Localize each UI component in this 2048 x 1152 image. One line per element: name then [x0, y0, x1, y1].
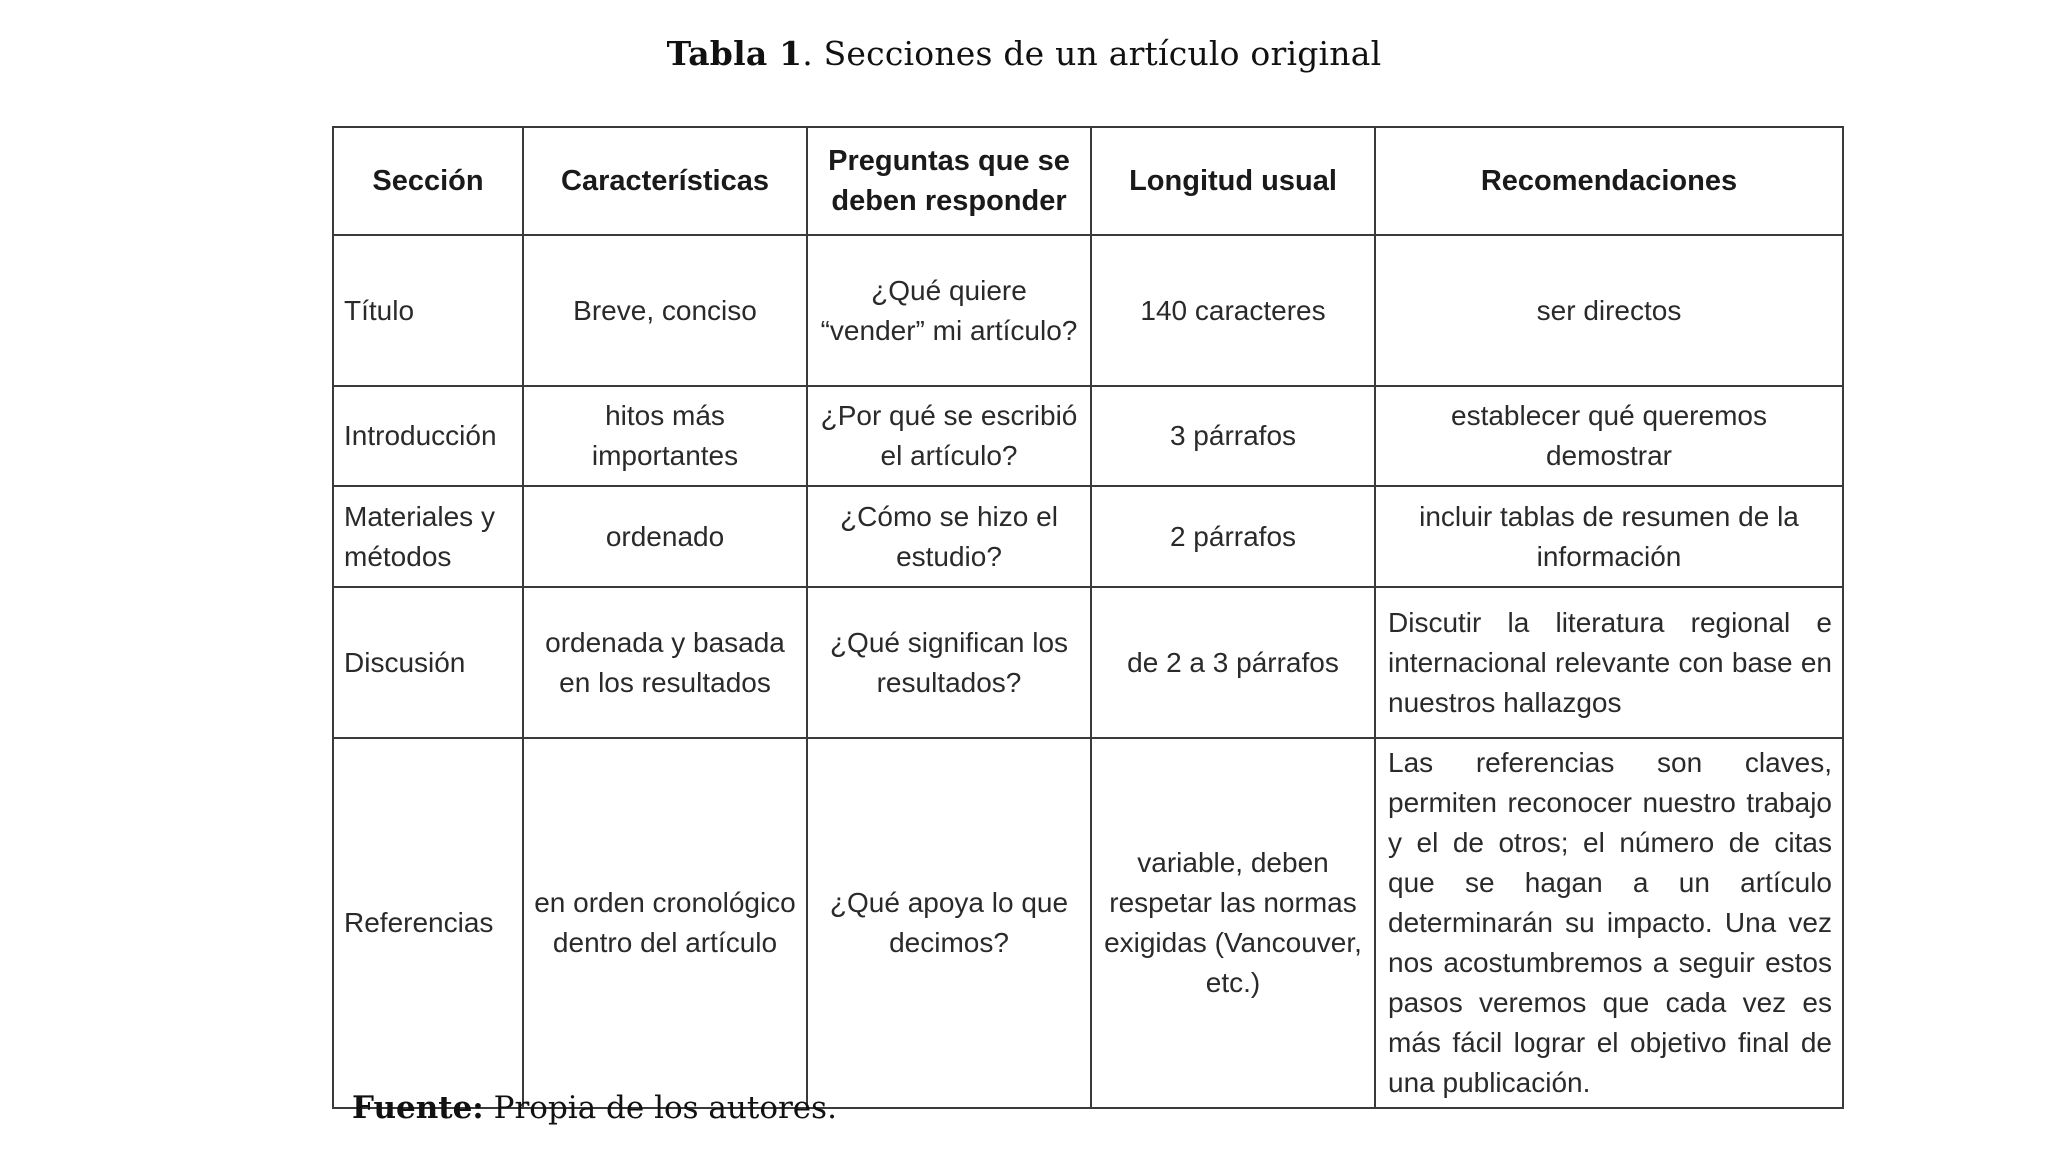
source-label: Fuente:	[352, 1090, 484, 1126]
header-preguntas: Preguntas que se deben responder	[807, 127, 1091, 235]
cell-caracteristicas: en orden cronológico dentro del artículo	[523, 738, 807, 1108]
cell-preguntas: ¿Qué quiere “vender” mi artículo?	[807, 235, 1091, 386]
cell-seccion: Discusión	[333, 587, 523, 738]
table-row	[333, 235, 1843, 386]
cell-longitud: 3 párrafos	[1091, 386, 1375, 486]
cell-recomendaciones: incluir tablas de resumen de la información	[1375, 486, 1843, 587]
source-text: Propia de los autores.	[483, 1090, 837, 1126]
header-recomendaciones: Recomendaciones	[1375, 127, 1843, 235]
cell-longitud: 140 caracteres	[1091, 235, 1375, 386]
cell-seccion: Materiales y métodos	[333, 486, 523, 587]
table-row	[333, 587, 1843, 738]
caption-label: Tabla 1	[666, 34, 803, 73]
table-row	[333, 738, 1843, 1108]
cell-caracteristicas: hitos más importantes	[523, 386, 807, 486]
cell-preguntas: ¿Qué apoya lo que decimos?	[807, 738, 1091, 1108]
cell-seccion: Introducción	[333, 386, 523, 486]
cell-longitud: de 2 a 3 párrafos	[1091, 587, 1375, 738]
cell-preguntas: ¿Cómo se hizo el estudio?	[807, 486, 1091, 587]
header-longitud: Longitud usual	[1091, 127, 1375, 235]
table-row	[333, 386, 1843, 486]
header-caracteristicas: Características	[523, 127, 807, 235]
cell-caracteristicas: Breve, conciso	[523, 235, 807, 386]
cell-recomendaciones: ser directos	[1375, 235, 1843, 386]
cell-preguntas: ¿Qué significan los resultados?	[807, 587, 1091, 738]
table-source-note	[352, 1090, 837, 1126]
cell-seccion: Título	[333, 235, 523, 386]
cell-recomendaciones: Las referencias son claves, permiten reconocer nuestro trabajo y el de otros; el número de citas que se hagan a un artículo determinarán su impacto. Una vez nos acostumbremos a seguir estos pasos veremos que cada vez es más fácil lograr el objetivo final de una publicación.	[1375, 738, 1843, 1108]
cell-caracteristicas: ordenado	[523, 486, 807, 587]
sections-table	[332, 126, 1844, 1109]
cell-recomendaciones: Discutir la literatura regional e internacional relevante con base en nuestros hallazgos	[1375, 587, 1843, 738]
table-row	[333, 486, 1843, 587]
cell-longitud: variable, deben respetar las normas exigidas (Vancouver, etc.)	[1091, 738, 1375, 1108]
cell-preguntas: ¿Por qué se escribió el artículo?	[807, 386, 1091, 486]
cell-caracteristicas: ordenada y basada en los resultados	[523, 587, 807, 738]
cell-seccion: Referencias	[333, 738, 523, 1108]
cell-longitud: 2 párrafos	[1091, 486, 1375, 587]
header-seccion: Sección	[333, 127, 523, 235]
header-row	[333, 127, 1843, 235]
caption-text: . Secciones de un artículo original	[802, 34, 1382, 73]
cell-recomendaciones: establecer qué queremos demostrar	[1375, 386, 1843, 486]
table-caption	[0, 34, 2048, 73]
